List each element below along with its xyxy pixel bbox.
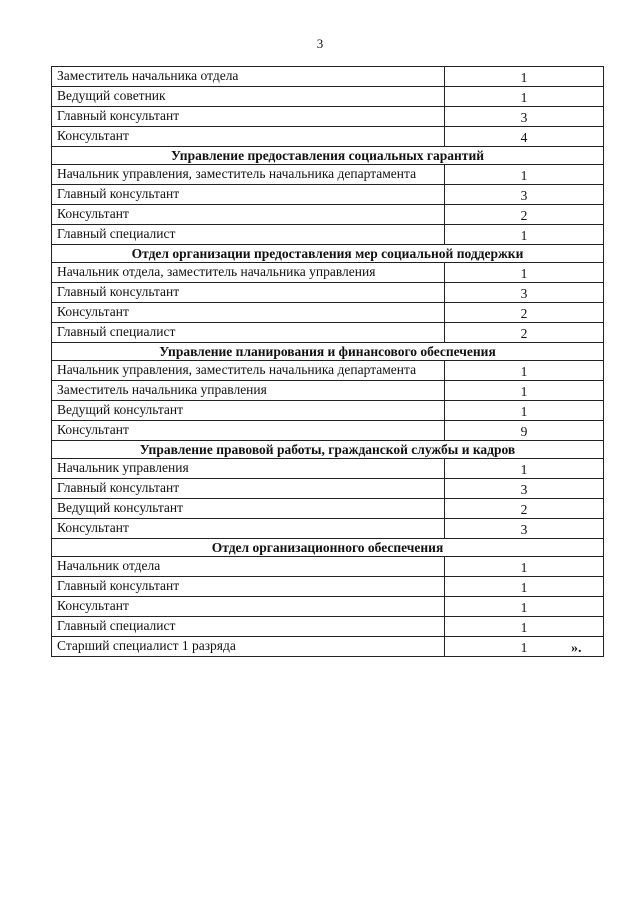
position-count-cell: 2 xyxy=(445,499,604,519)
position-title-cell: Начальник отдела xyxy=(52,557,445,577)
table-row xyxy=(52,127,604,147)
table-row xyxy=(52,303,604,323)
position-count-cell: 1 xyxy=(445,557,604,577)
table-row xyxy=(52,205,604,225)
position-title-cell: Консультант xyxy=(52,303,445,323)
position-title-cell: Консультант xyxy=(52,597,445,617)
table-row xyxy=(52,87,604,107)
table-row xyxy=(52,637,604,657)
position-count-cell: 3 xyxy=(445,479,604,499)
section-title: Отдел организационного обеспечения xyxy=(52,539,604,557)
position-title-cell: Консультант xyxy=(52,519,445,539)
position-count-cell: 1 xyxy=(445,263,604,283)
table-row xyxy=(52,459,604,479)
table-row xyxy=(52,323,604,343)
position-count-cell: 2 xyxy=(445,303,604,323)
position-count-cell: 1 xyxy=(445,637,604,657)
position-title-cell: Консультант xyxy=(52,205,445,225)
table-row xyxy=(52,185,604,205)
position-count-cell: 1 xyxy=(445,381,604,401)
position-title-cell: Главный консультант xyxy=(52,107,445,127)
position-count-cell: 3 xyxy=(445,185,604,205)
table-row xyxy=(52,263,604,283)
position-title-cell: Начальник управления xyxy=(52,459,445,479)
position-count-cell: 1 xyxy=(445,577,604,597)
position-title-cell: Начальник управления, заместитель начальника департамента xyxy=(52,165,445,185)
section-title: Управление планирования и финансового обеспечения xyxy=(52,343,604,361)
table-row xyxy=(52,283,604,303)
position-count-cell: 9 xyxy=(445,421,604,441)
position-title-cell: Заместитель начальника управления xyxy=(52,381,445,401)
section-header-row xyxy=(52,343,604,361)
table-row xyxy=(52,557,604,577)
table-row xyxy=(52,577,604,597)
position-count-cell: 1 xyxy=(445,225,604,245)
table-row xyxy=(52,597,604,617)
page-number: 3 xyxy=(316,36,324,51)
position-count-cell: 4 xyxy=(445,127,604,147)
position-title-cell: Главный специалист xyxy=(52,617,445,637)
staffing-table-body xyxy=(52,67,604,657)
table-row xyxy=(52,107,604,127)
position-count-cell: 1 xyxy=(445,67,604,87)
position-count-cell: 1 xyxy=(445,401,604,421)
position-title-cell: Начальник управления, заместитель начальника департамента xyxy=(52,361,445,381)
position-title-cell: Старший специалист 1 разряда xyxy=(52,637,445,657)
position-count-cell: 1 xyxy=(445,597,604,617)
section-title: Управление предоставления социальных гарантий xyxy=(52,147,604,165)
position-count-cell: 2 xyxy=(445,205,604,225)
position-title-cell: Начальник отдела, заместитель начальника управления xyxy=(52,263,445,283)
position-title-cell: Ведущий консультант xyxy=(52,499,445,519)
table-row xyxy=(52,361,604,381)
position-title-cell: Главный специалист xyxy=(52,225,445,245)
position-title-cell: Ведущий советник xyxy=(52,87,445,107)
position-title-cell: Главный консультант xyxy=(52,577,445,597)
table-row xyxy=(52,67,604,87)
position-title-cell: Главный специалист xyxy=(52,323,445,343)
table-row xyxy=(52,479,604,499)
section-header-row xyxy=(52,245,604,263)
position-count-cell: 1 xyxy=(445,361,604,381)
position-title-cell: Главный консультант xyxy=(52,283,445,303)
position-count-cell: 1 xyxy=(445,165,604,185)
table-row xyxy=(52,381,604,401)
section-title: Отдел организации предоставления мер социальной поддержки xyxy=(52,245,604,263)
position-title-cell: Заместитель начальника отдела xyxy=(52,67,445,87)
section-header-row xyxy=(52,441,604,459)
table-row xyxy=(52,165,604,185)
position-count-cell: 1 xyxy=(445,617,604,637)
position-count-cell: 3 xyxy=(445,519,604,539)
position-count-cell: 3 xyxy=(445,283,604,303)
position-title-cell: Консультант xyxy=(52,127,445,147)
position-count-cell: 2 xyxy=(445,323,604,343)
table-row xyxy=(52,401,604,421)
position-count-cell: 1 xyxy=(445,459,604,479)
section-header-row xyxy=(52,539,604,557)
position-title-cell: Главный консультант xyxy=(52,479,445,499)
staffing-table xyxy=(51,66,604,657)
section-title: Управление правовой работы, гражданской службы и кадров xyxy=(52,441,604,459)
table-row xyxy=(52,421,604,441)
table-row xyxy=(52,225,604,245)
table-row xyxy=(52,519,604,539)
table-row xyxy=(52,617,604,637)
closing-quote-mark: ». xyxy=(571,641,582,656)
position-title-cell: Ведущий консультант xyxy=(52,401,445,421)
position-count-cell: 3 xyxy=(445,107,604,127)
position-title-cell: Консультант xyxy=(52,421,445,441)
position-count-cell: 1 xyxy=(445,87,604,107)
position-title-cell: Главный консультант xyxy=(52,185,445,205)
section-header-row xyxy=(52,147,604,165)
table-row xyxy=(52,499,604,519)
